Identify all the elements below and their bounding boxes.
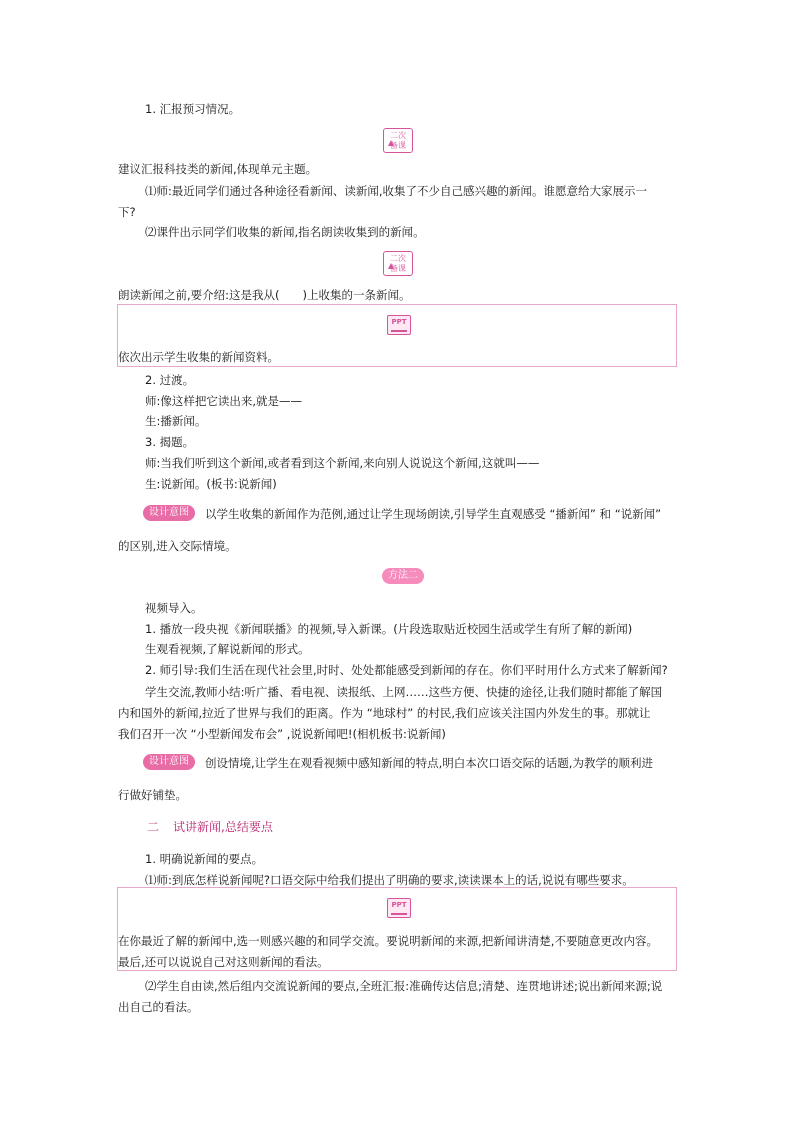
paragraph-line: 朗读新闻之前,要介绍:这是我从( )上收集的一条新闻。 bbox=[118, 288, 411, 302]
paragraph-line: 学生交流,教师小结:听广播、看电视、读报纸、上网……这些方便、快捷的途径,让我们随时都能了解国 bbox=[145, 685, 663, 699]
ppt-text: 依次出示学生收集的新闻资料。 bbox=[118, 350, 279, 364]
paragraph-line: 1. 播放一段央视《新闻联播》的视频,导入新课。(片段选取贴近校园生活或学生有所了解的新闻) bbox=[145, 622, 633, 636]
design-intent-badge: 设计意图 bbox=[143, 505, 195, 521]
paragraph-line: 出自己的看法。 bbox=[118, 1000, 199, 1014]
paragraph-line: 视频导入。 bbox=[145, 601, 203, 615]
paragraph-line: 师:像这样把它读出来,就是—— bbox=[145, 394, 303, 408]
paragraph-line: 生:说新闻。(板书:说新闻) bbox=[145, 477, 277, 491]
paragraph-line: 2. 师引导:我们生活在现代社会里,时时、处处都能感受到新闻的存在。你们平时用什么方式来了解新闻? bbox=[145, 663, 668, 677]
section-heading bbox=[147, 819, 273, 835]
badge-text: 二次 bbox=[390, 131, 406, 140]
badge-text: 备课 bbox=[390, 141, 406, 150]
paragraph-line: 我们召开一次 “小型新闻发布会” ,说说新闻吧!(相机板书:说新闻) bbox=[118, 727, 446, 741]
design-intent-text: 以学生收集的新闻作为范例,通过让学生现场朗读,引导学生直观感受 “播新闻” 和 “说新闻” bbox=[205, 507, 662, 521]
paragraph-line: 生观看视频,了解说新闻的形式。 bbox=[145, 642, 310, 656]
paragraph-line: 生:播新闻。 bbox=[145, 414, 207, 428]
design-intent-text: 的区别,进入交际情境。 bbox=[118, 539, 237, 553]
step-report-preview: 1. 汇报预习情况。 bbox=[145, 102, 241, 116]
badge-text: 备课 bbox=[390, 264, 406, 273]
section-number: 二 bbox=[147, 820, 160, 834]
design-intent-badge: 设计意图 bbox=[143, 754, 195, 770]
paragraph-line: 下? bbox=[118, 205, 136, 219]
paragraph-line: ⑴师:到底怎样说新闻呢?口语交际中给我们提出了明确的要求,读读课本上的话,说说有哪些要求。 bbox=[145, 873, 634, 887]
ppt-text: 在你最近了解的新闻中,选一则感兴趣的和同学交流。要说明新闻的来源,把新闻讲清楚,不要随意更改内容。 bbox=[118, 934, 658, 948]
design-intent-text: 行做好铺垫。 bbox=[118, 788, 187, 802]
second-prep-icon bbox=[383, 251, 413, 276]
suggestion-text: 建议汇报科技类的新闻,体现单元主题。 bbox=[118, 162, 318, 176]
paragraph-line: ⑴师:最近同学们通过各种途径看新闻、读新闻,收集了不少自己感兴趣的新闻。谁愿意给大家展示一 bbox=[145, 184, 648, 198]
paragraph-line: ⑵课件出示同学们收集的新闻,指名朗读收集到的新闻。 bbox=[145, 225, 425, 239]
paragraph-line: 师:当我们听到这个新闻,或者看到这个新闻,来向别人说说这个新闻,这就叫—— bbox=[145, 456, 540, 470]
step-transition: 2. 过渡。 bbox=[145, 373, 195, 387]
step-reveal-topic: 3. 揭题。 bbox=[145, 435, 195, 449]
paragraph-line: 1. 明确说新闻的要点。 bbox=[145, 852, 264, 866]
method-two-badge: 方法二 bbox=[382, 568, 424, 584]
ppt-text: 最后,还可以说说自己对这则新闻的看法。 bbox=[118, 955, 329, 969]
paragraph-line: ⑵学生自由读,然后组内交流说新闻的要点,全班汇报:准确传达信息;清楚、连贯地讲述;说出新闻来源;说 bbox=[145, 979, 663, 993]
ppt-icon: PPT bbox=[387, 898, 411, 918]
design-intent-text: 创设情境,让学生在观看视频中感知新闻的特点,明白本次口语交际的话题,为教学的顺利进 bbox=[205, 756, 653, 770]
paragraph-line: 内和国外的新闻,拉近了世界与我们的距离。作为 “地球村” 的村民,我们应该关注国内外发生的事。那就让 bbox=[118, 706, 651, 720]
badge-text: 二次 bbox=[390, 254, 406, 263]
second-prep-icon bbox=[383, 128, 413, 153]
ppt-icon: PPT bbox=[387, 315, 411, 335]
section-title: 试讲新闻,总结要点 bbox=[173, 820, 273, 834]
